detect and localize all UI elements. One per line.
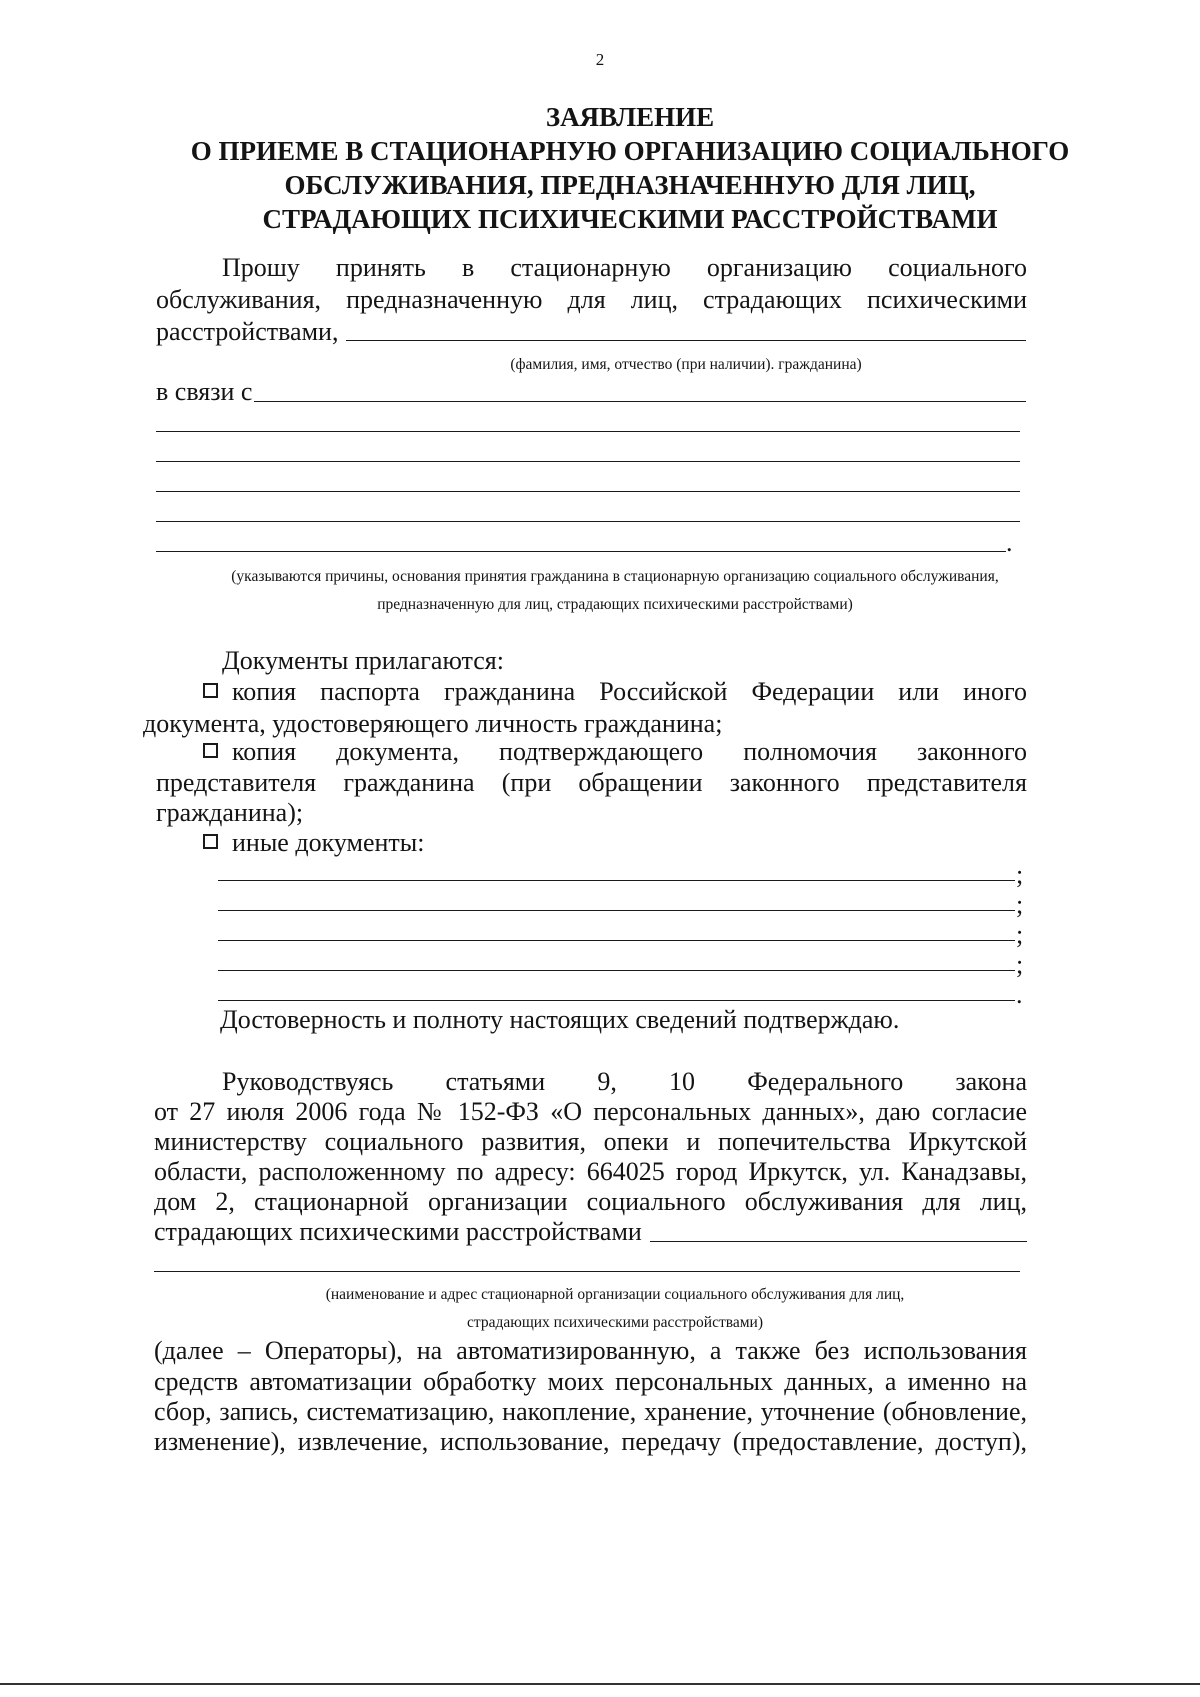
passport-label-line-1: копия паспорта гражданина Российской Федерации или иного bbox=[232, 677, 1027, 706]
representative-label-line-2: представителя гражданина (при обращении законного представителя bbox=[156, 768, 1027, 797]
other-document-field-3[interactable] bbox=[218, 940, 1015, 941]
consent-line-6: страдающих психическими расстройствами bbox=[154, 1217, 642, 1246]
citizen-name-hint: (фамилия, имя, отчество (при наличии). гражданина) bbox=[510, 356, 862, 373]
separator-semicolon: ; bbox=[1016, 920, 1024, 949]
separator-period: . bbox=[1016, 980, 1023, 1009]
separator-semicolon: ; bbox=[1016, 950, 1024, 979]
reason-field-line-2[interactable] bbox=[156, 431, 1020, 432]
document-item-representative bbox=[203, 736, 1027, 768]
representative-checkbox[interactable] bbox=[203, 743, 218, 758]
reason-end-period: . bbox=[1006, 528, 1013, 557]
representative-label-line-1: копия документа, подтверждающего полномочия законного bbox=[232, 737, 1027, 766]
passport-checkbox[interactable] bbox=[203, 683, 218, 698]
consent-line-9: сбор, запись, систематизацию, накопление, хранение, уточнение (обновление, bbox=[154, 1397, 1027, 1426]
consent-line-10: изменение), извлечение, использование, передачу (предоставление, доступ), bbox=[154, 1427, 1027, 1456]
confirmation-statement: Достоверность и полноту настоящих сведений подтверждаю. bbox=[220, 1005, 900, 1034]
other-document-field-5[interactable] bbox=[218, 1000, 1015, 1001]
consent-line-5: дом 2, стационарной организации социального обслуживания для лиц, bbox=[154, 1187, 1027, 1216]
organization-field-line-2[interactable] bbox=[154, 1271, 1020, 1272]
reason-hint-line-2: предназначенную для лиц, страдающих психическими расстройствами) bbox=[377, 596, 853, 613]
request-line-3: расстройствами, bbox=[156, 317, 339, 346]
document-item-other bbox=[203, 827, 424, 859]
request-line-2: обслуживания, предназначенную для лиц, страдающих психическими bbox=[156, 285, 1027, 314]
page-number: 2 bbox=[595, 50, 605, 69]
citizen-name-field[interactable] bbox=[346, 340, 1026, 341]
organization-hint-line-2: страдающих психическими расстройствами) bbox=[467, 1314, 763, 1331]
reason-field-line-4[interactable] bbox=[156, 491, 1020, 492]
other-documents-checkbox[interactable] bbox=[203, 834, 218, 849]
consent-line-4: области, расположенному по адресу: 664025 город Иркутск, ул. Канадзавы, bbox=[154, 1157, 1027, 1186]
reason-prefix: в связи с bbox=[156, 377, 253, 406]
consent-line-8: средств автоматизации обработку моих персональных данных, а именно на bbox=[154, 1367, 1027, 1396]
representative-label-line-3: гражданина); bbox=[156, 798, 304, 827]
other-document-field-4[interactable] bbox=[218, 970, 1015, 971]
organization-hint-line-1: (наименование и адрес стационарной организации социального обслуживания для лиц, bbox=[325, 1286, 905, 1303]
consent-line-1: Руководствуясь статьями 9, 10 Федерального закона bbox=[222, 1067, 1027, 1096]
document-subtitle-line-3: СТРАДАЮЩИХ ПСИХИЧЕСКИМИ РАССТРОЙСТВАМИ bbox=[262, 204, 998, 234]
separator-semicolon: ; bbox=[1016, 860, 1024, 889]
other-document-field-1[interactable] bbox=[218, 880, 1015, 881]
reason-hint-line-1: (указываются причины, основания принятия гражданина в стационарную организацию социального обслуживания, bbox=[231, 568, 999, 585]
document-subtitle-line-2: ОБСЛУЖИВАНИЯ, ПРЕДНАЗНАЧЕННУЮ ДЛЯ ЛИЦ, bbox=[284, 170, 976, 200]
request-line-1: Прошу принять в стационарную организацию социального bbox=[222, 253, 1027, 282]
document-subtitle-line-1: О ПРИЕМЕ В СТАЦИОНАРНУЮ ОРГАНИЗАЦИЮ СОЦИАЛЬНОГО bbox=[190, 136, 1070, 166]
documents-heading: Документы прилагаются: bbox=[222, 646, 504, 675]
page-bottom-edge bbox=[0, 1683, 1200, 1685]
organization-field-line-1[interactable] bbox=[650, 1241, 1027, 1242]
document-item-passport bbox=[203, 676, 1027, 708]
other-document-field-2[interactable] bbox=[218, 910, 1015, 911]
reason-field-line-1[interactable] bbox=[254, 401, 1026, 402]
document-title: ЗАЯВЛЕНИЕ bbox=[545, 102, 715, 132]
other-documents-label: иные документы: bbox=[232, 828, 425, 857]
consent-line-7: (далее – Операторы), на автоматизированную, а также без использования bbox=[154, 1336, 1027, 1365]
consent-line-2: от 27 июля 2006 года № 152-ФЗ «О персональных данных», даю согласие bbox=[154, 1097, 1027, 1126]
passport-label-line-2: документа, удостоверяющего личность гражданина; bbox=[143, 709, 723, 738]
consent-line-3: министерству социального развития, опеки и попечительства Иркутской bbox=[154, 1127, 1027, 1156]
reason-field-line-3[interactable] bbox=[156, 461, 1020, 462]
reason-field-line-6[interactable] bbox=[156, 551, 1006, 552]
separator-semicolon: ; bbox=[1016, 890, 1024, 919]
reason-field-line-5[interactable] bbox=[156, 521, 1020, 522]
